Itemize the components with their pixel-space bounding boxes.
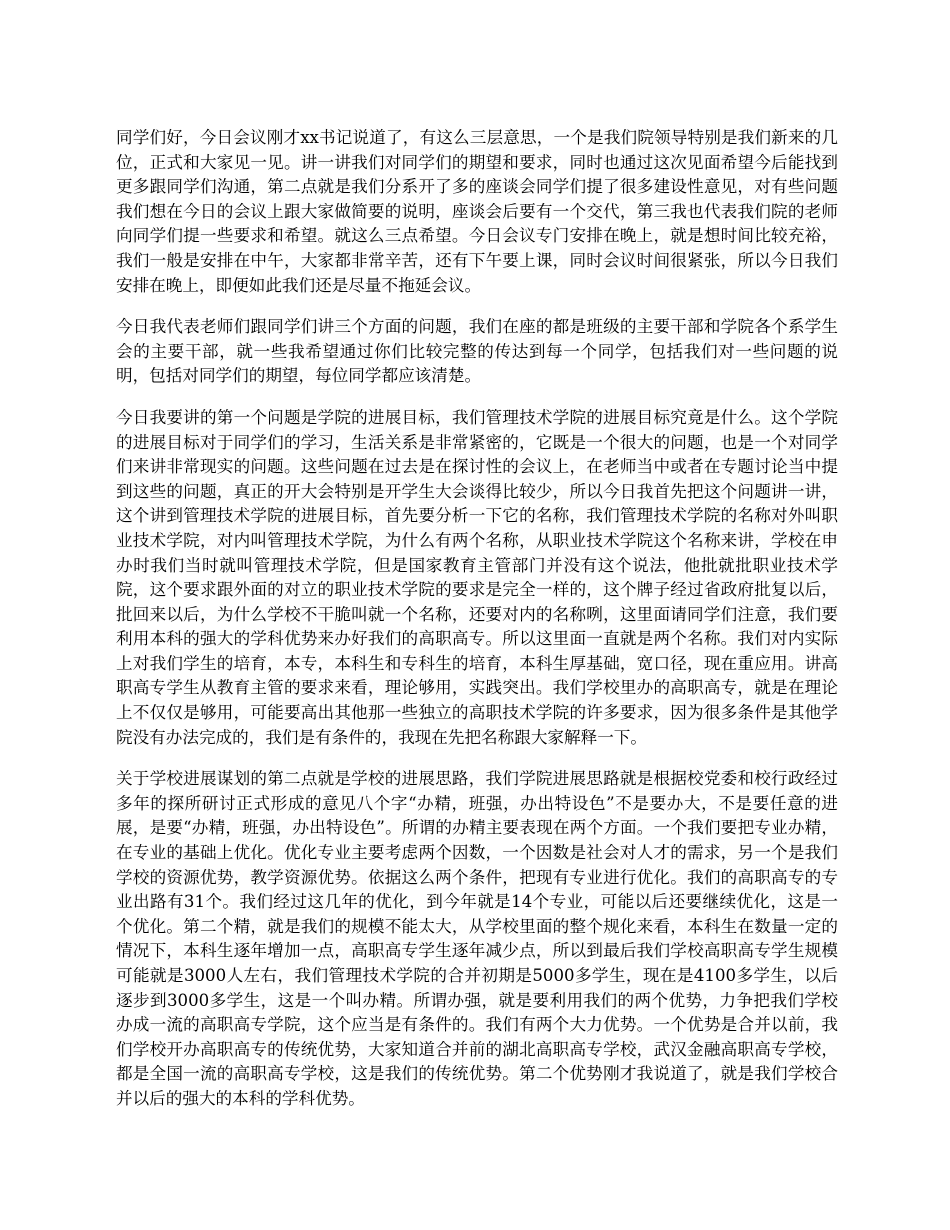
paragraph-opening-remarks: 同学们好，今日会议刚才xx书记说道了，有这么三层意思，一个是我们院领导特别是我们新来的几位，正式和大家见一见。讲一讲我们对同学们的期望和要求，同时也通过这次见面希望今后能找到更多跟同学们沟通，第二点就是我们分系开了多的座谈会同学们提了很多建设性意见，对有些问题我们想在今日的会议上跟大家做简要的说明，座谈会后要有一个交代，第三我也代表我们院的老师向同学们提一些要求和希望。就这么三点希望。今日会议专门安排在晚上，就是想时间比较充裕，我们一般是安排在中午，大家都非常辛苦，还有下午要上课，同时会议时间很紧张，所以今日我们安排在晚上，即便如此我们还是尽量不拖延会议。 — [116, 128, 838, 295]
paragraph-development-goal: 今日我要讲的第一个问题是学院的进展目标，我们管理技术学院的进展目标究竟是什么。这个学院的进展目标对于同学们的学习，生活关系是非常紧密的，它既是一个很大的问题，也是一个对同学们来讲非常现实的问题。这些问题在过去是在探讨性的会议上，在老师当中或者在专题讨论当中提到这些的问题，真正的开大会特别是开学生大会谈得比较少，所以今日我首先把这个问题讲一讲，这个讲到管理技术学院的进展目标，首先要分析一下它的名称，我们管理技术学院的名称对外叫职业技术学院，对内叫管理技术学院，为什么有两个名称，从职业技术学院这个名称来讲，学校在申办时我们当时就叫管理技术学院，但是国家教育主管部门并没有这个说法，他批就批职业技术学院，这个要求跟外面的对立的职业技术学院的要求是完全一样的，这个牌子经过省政府批复以后，批回来以后，为什么学校不干脆叫就一个名称，还要对内的名称咧，这里面请同学们注意，我们要利用本科的强大的学科优势来办好我们的高职高专。所以这里面一直就是两个名称。我们对内实际上对我们学生的培育，本专，本科生和专科生的培育，本科生厚基础，宽口径，现在重应用。讲高职高专学生从教育主管的要求来看，理论够用，实践突出。我们学校里办的高职高专，就是在理论上不仅仅是够用，可能要高出其他那一些独立的高职技术学院的许多要求，因为很多条件是其他学院没有办法完成的，我们是有条件的，我现在先把名称跟大家解释一下。 — [116, 407, 838, 747]
paragraph-development-approach: 关于学校进展谋划的第二点就是学校的进展思路，我们学院进展思路就是根据校党委和校行政经过多年的探所研讨正式形成的意见八个字“办精，班强，办出特设色”不是要办大，不是要任意的进展，是要“办精，班强，办出特设色”。所谓的办精主要表现在两个方面。一个我们要把专业办精，在专业的基础上优化。优化专业主要考虑两个因数，一个因数是社会对人才的需求，另一个是我们学校的资源优势，教学资源优势。依据这么两个条件，把现有专业进行优化。我们的高职高专的专业出路有31个。我们经过这几年的优化，到今年就是14个专业，可能以后还要继续优化，这是一个优化。第二个精，就是我们的规模不能太大，从学校里面的整个规化来看，本科生在数量一定的情况下，本科生逐年增加一点，高职高专学生逐年减少点，所以到最后我们学校高职高专学生规模可能就是3000人左右，我们管理技术学院的合并初期是5000多学生，现在是4100多学生，以后逐步到3000多学生，这是一个叫办精。所谓办强，就是要利用我们的两个优势，力争把我们学校办成一流的高职高专学院，这个应当是有条件的。我们有两个大力优势。一个优势是合并以前，我们学校开办高职高专的传统优势，大家知道合并前的湖北高职高专学校，武汉金融高职高专学校，都是全国一流的高职高专学校，这是我们的传统优势。第二个优势刚才我说道了，就是我们学校合并以后的强大的本科的学科优势。 — [116, 769, 838, 1108]
paragraph-three-topics: 今日我代表老师们跟同学们讲三个方面的问题，我们在座的都是班级的主要干部和学院各个系学生会的主要干部，就一些我希望通过你们比较完整的传达到每一个同学，包括我们对一些问题的说明，包括对同学们的期望，每位同学都应该清楚。 — [116, 317, 838, 386]
document-body — [116, 126, 838, 1129]
